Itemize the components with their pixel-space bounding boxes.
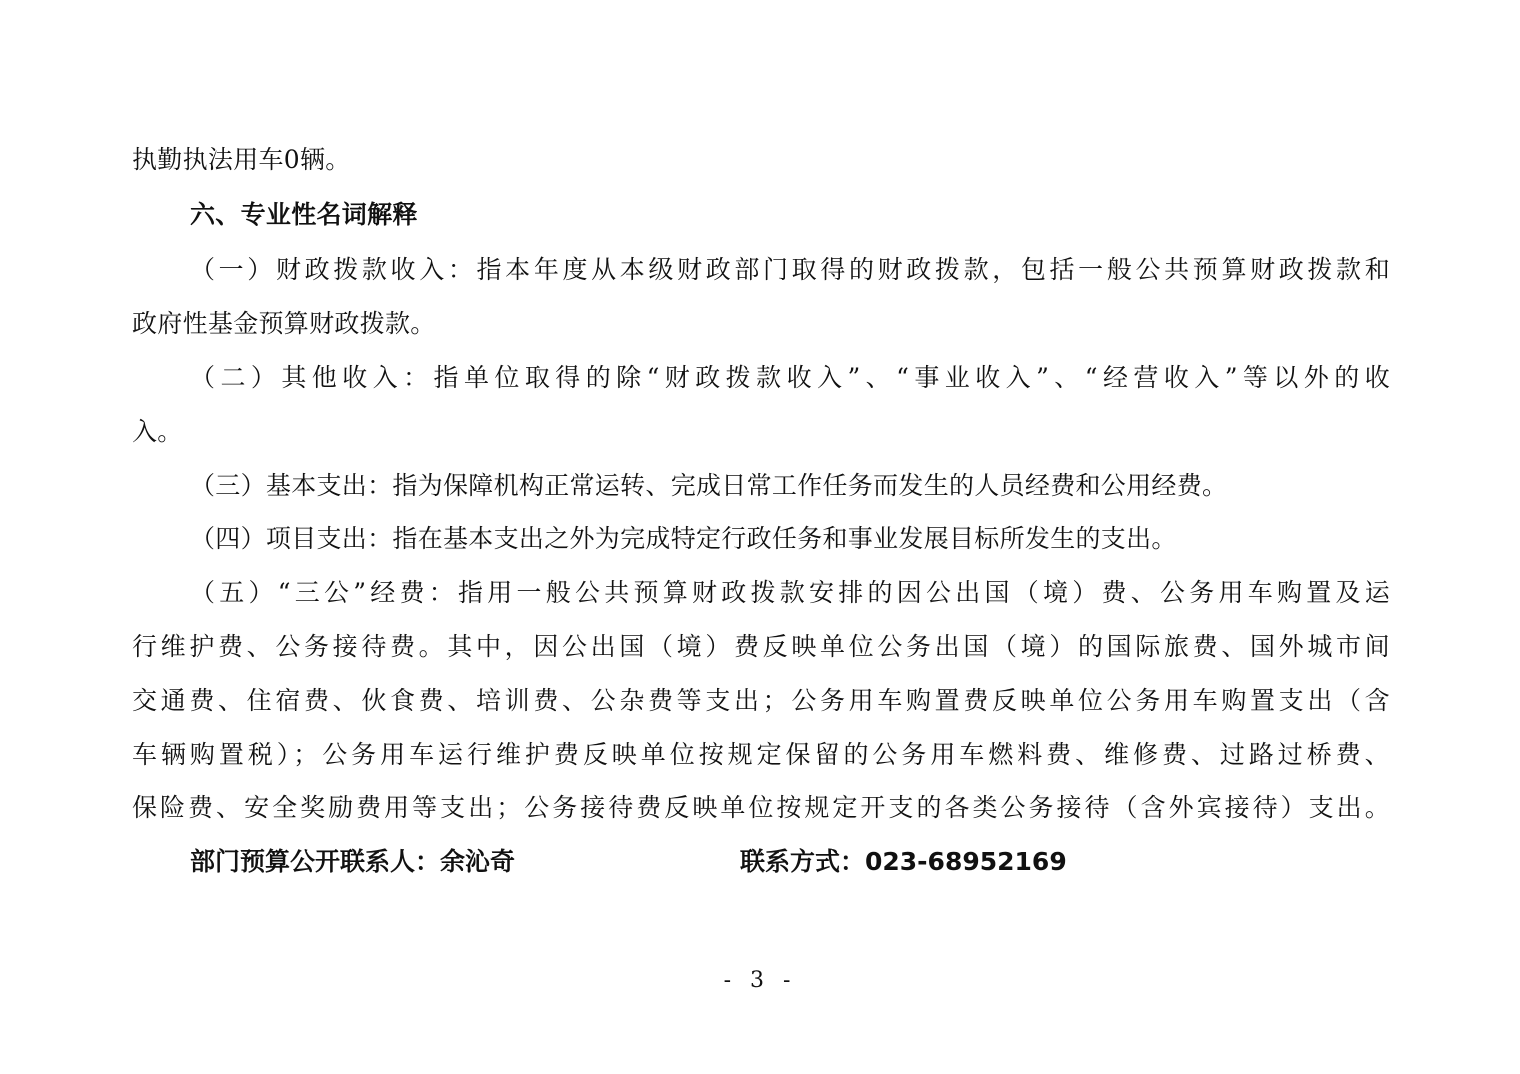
paragraph-line: 行维护费、公务接待费。其中，因公出国（境）费反映单位公务出国（境）的国际旅费、国外城市间 [132, 632, 1390, 661]
paragraph-line: （五）“三公”经费：指用一般公共预算财政拨款安排的因公出国（境）费、公务用车购置及运 [190, 578, 1390, 607]
paragraph-line: （二）其他收入：指单位取得的除“财政拨款收入”、“事业收入”、“经营收入”等以外的收 [190, 363, 1390, 392]
contact-person: 部门预算公开联系人：余沁奇 [190, 847, 516, 876]
paragraph-line: （四）项目支出：指在基本支出之外为完成特定行政任务和事业发展目标所发生的支出。 [190, 524, 1177, 553]
paragraph-line: 交通费、住宿费、伙食费、培训费、公杂费等支出；公务用车购置费反映单位公务用车购置支出（含 [132, 686, 1390, 715]
paragraph-line: 政府性基金预算财政拨款。 [132, 309, 436, 338]
paragraph-line: 车辆购置税）；公务用车运行维护费反映单位按规定保留的公务用车燃料费、维修费、过路过桥费、 [132, 740, 1390, 769]
contact-method: 联系方式：023-68952169 [740, 847, 1067, 876]
section-heading: 六、专业性名词解释 [190, 200, 418, 229]
paragraph-line: 入。 [132, 417, 183, 446]
text-line: 执勤执法用车0辆。 [132, 145, 351, 174]
page-number: - 3 - [723, 968, 797, 993]
paragraph-line: （三）基本支出：指为保障机构正常运转、完成日常工作任务而发生的人员经费和公用经费。 [190, 471, 1228, 500]
paragraph-line: （一）财政拨款收入：指本年度从本级财政部门取得的财政拨款，包括一般公共预算财政拨款和 [190, 255, 1390, 284]
paragraph-line: 保险费、安全奖励费用等支出；公务接待费反映单位按规定开支的各类公务接待（含外宾接待）支出。 [132, 793, 1390, 822]
